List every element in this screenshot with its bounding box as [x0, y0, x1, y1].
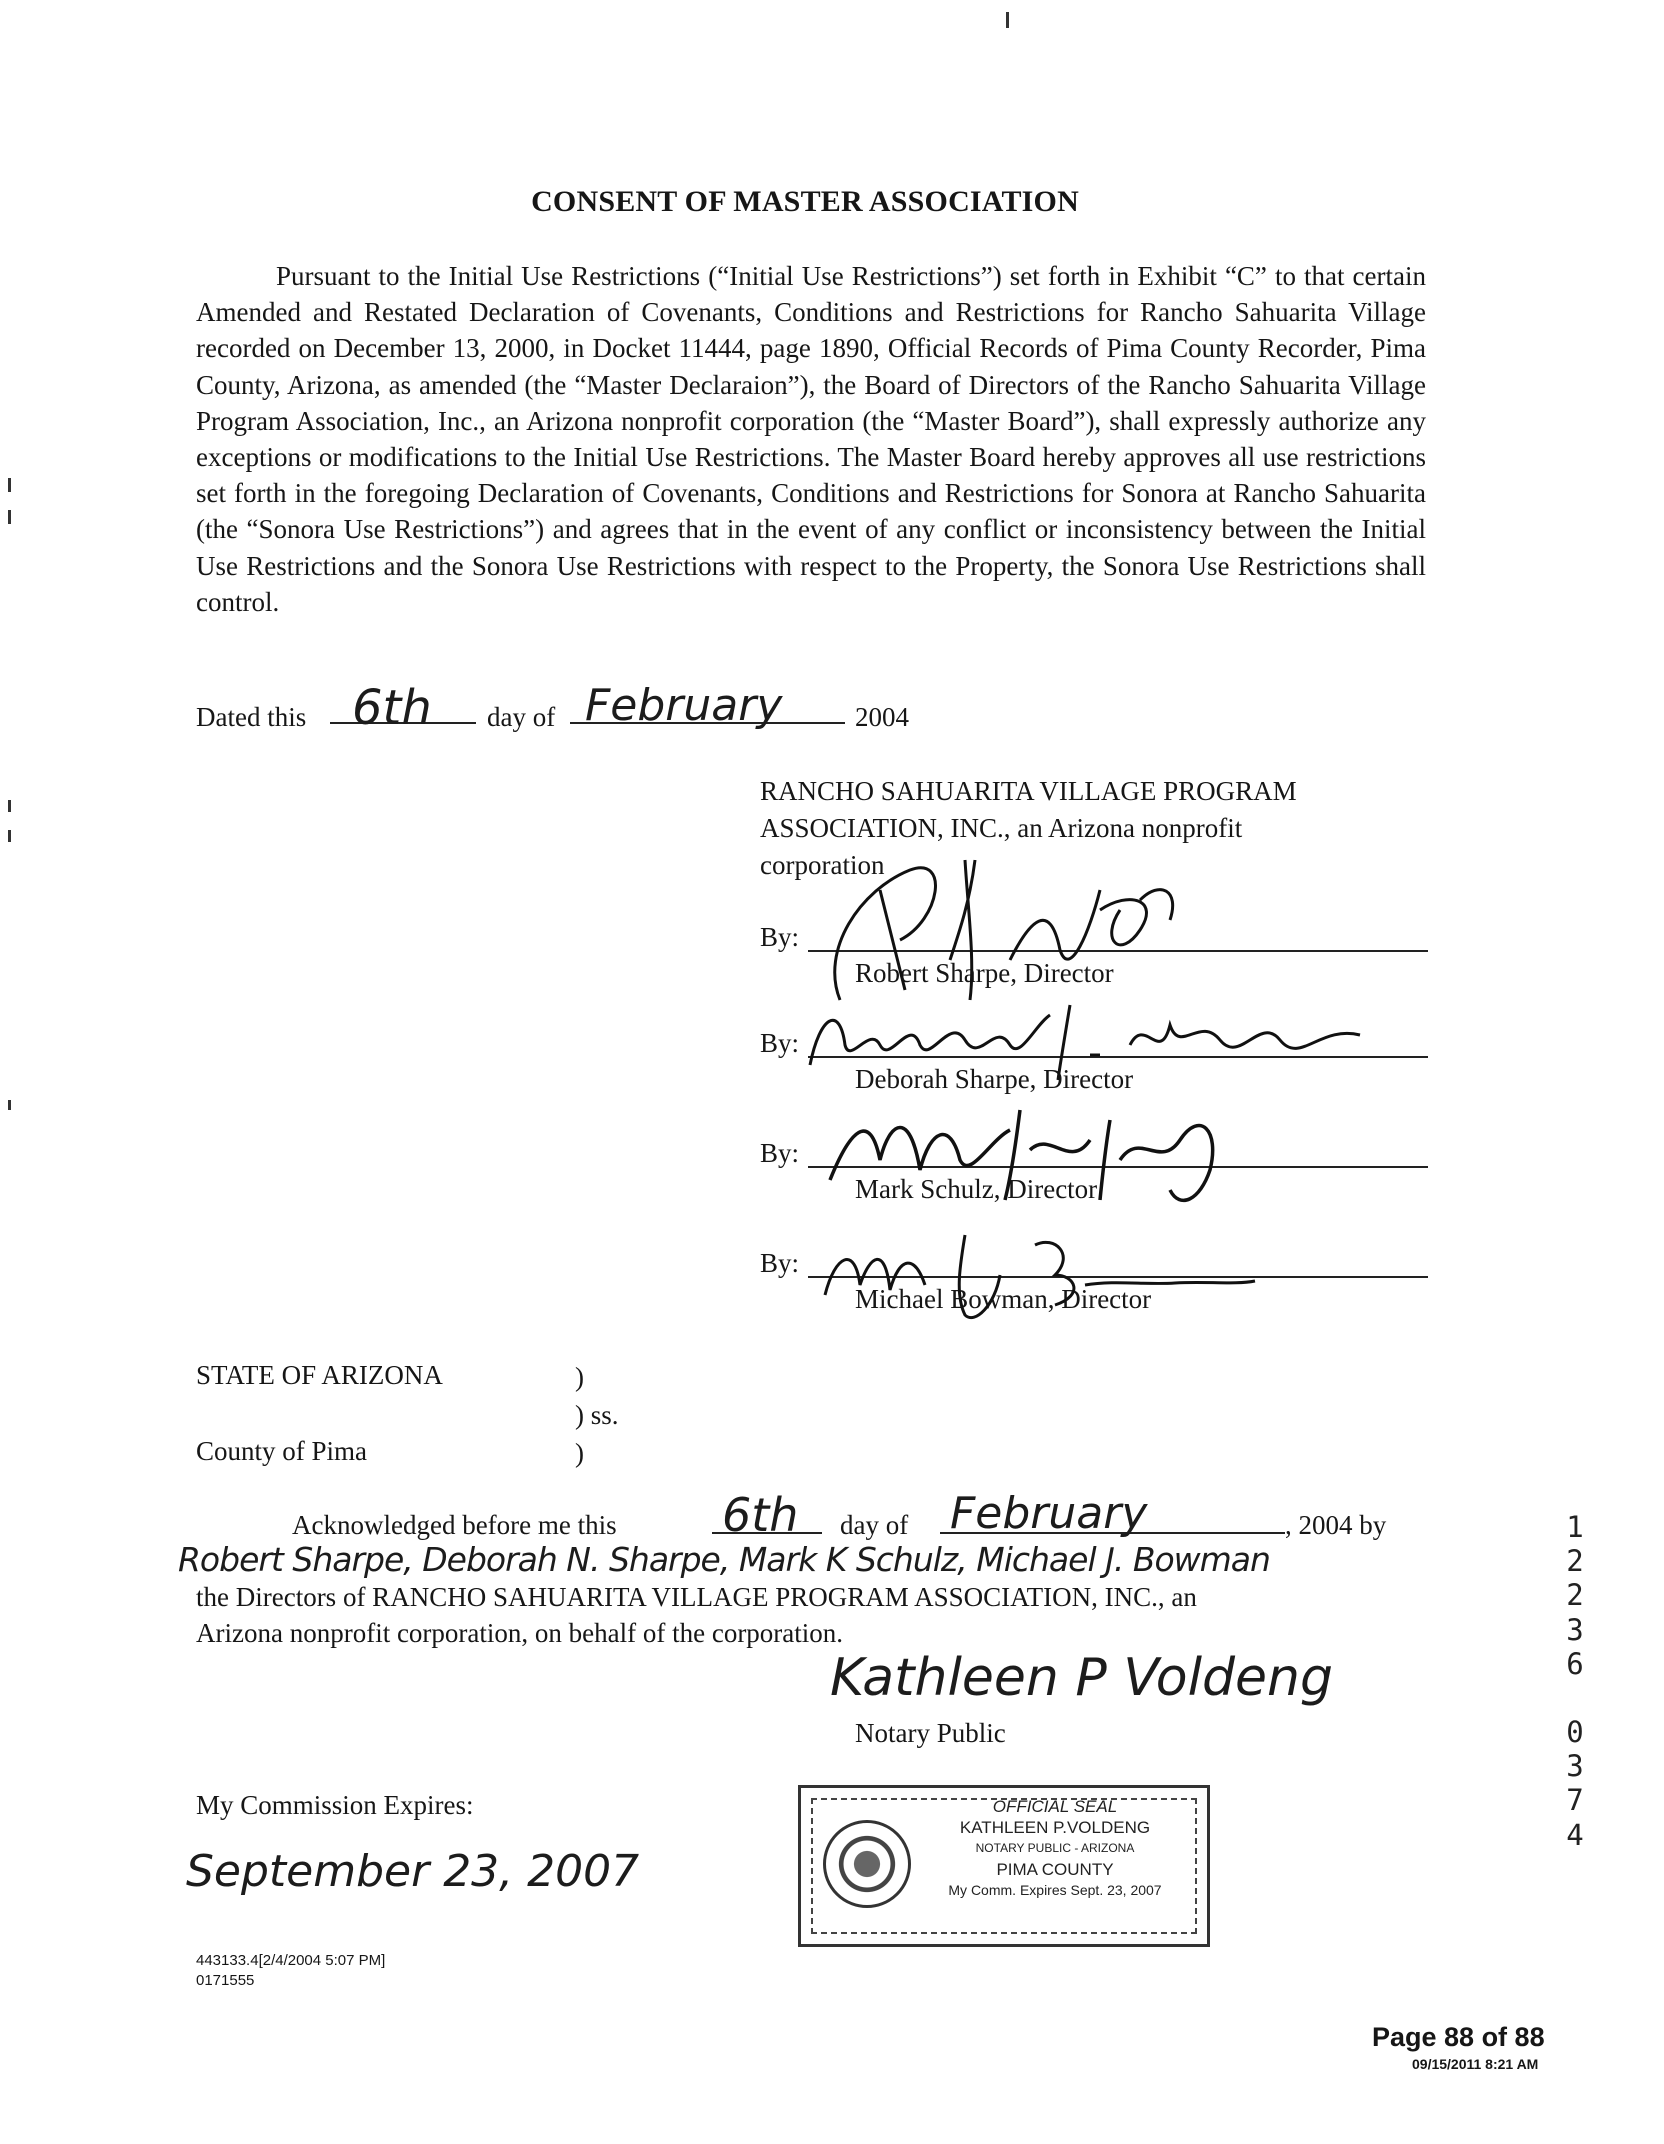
venue-ss: ) ss. — [575, 1400, 619, 1430]
recording-digit: 2 — [1566, 1578, 1584, 1613]
dated-day-handwritten: 6th — [352, 680, 432, 736]
venue-state: STATE OF ARIZONA — [196, 1360, 443, 1390]
ack-suffix: , 2004 by — [1285, 1510, 1387, 1540]
dated-mid: day of — [487, 702, 556, 732]
recording-digit: 6 — [1566, 1646, 1584, 1681]
signature-by-label: By: — [760, 1028, 800, 1058]
state-seal-emblem — [823, 1820, 911, 1908]
dated-prefix: Dated this — [196, 702, 307, 732]
recording-digit: 3 — [1566, 1612, 1584, 1647]
signer-name: Mark Schulz, Director — [855, 1174, 1098, 1204]
page-number: Page 88 of 88 — [1372, 2022, 1545, 2052]
signature-by-label: By: — [760, 922, 800, 952]
seal-line4: PIMA COUNTY — [996, 1860, 1114, 1879]
signature-by-label: By: — [760, 1248, 800, 1278]
recording-number — [1555, 1510, 1595, 1852]
recording-digit: 0 — [1566, 1715, 1584, 1750]
doc-ref-line2: 0171555 — [196, 1972, 255, 1989]
scan-mark — [8, 830, 11, 842]
venue-paren-1: ) — [575, 1362, 584, 1392]
ack-day-handwritten: 6th — [722, 1488, 799, 1542]
signature-mark-schulz — [820, 1090, 1260, 1220]
recording-digit: 3 — [1566, 1749, 1584, 1784]
ack-line3: Arizona nonprofit corporation, on behalf of the corporation. — [196, 1618, 844, 1648]
paragraph-text: Pursuant to the Initial Use Restrictions (“Initial Use Restrictions”) set forth in Exhibit “C” to that certain Amended and Restated Declaration of Covenants, Conditions and Restrictions for Rancho Sahuarita Village recorded on December 13, 2000, in Docket 11444, page 1890, Official Records of Pima County Recorder, Pima County, Arizona, as amended (the “Master Declaraion”), the Board of Directors of the Rancho Sahuarita Village Program Association, Inc., an Arizona nonprofit corporation (the “Master Board”), shall expressly authorize any exceptions or modifications to the Initial Use Restrictions. The Master Board hereby approves all use restrictions set forth in the foregoing Declaration of Covenants, Conditions and Restrictions for Sonora at Rancho Sahuarita (the “Sonora Use Restrictions”) and agrees that in the event of any conflict or inconsistency between the Initial Use Restrictions and the Sonora Use Restrictions with respect to the Property, the Sonora Use Restrictions shall control. — [196, 261, 1426, 617]
venue-paren-2: ) — [575, 1438, 584, 1468]
association-line1: RANCHO SAHUARITA VILLAGE PROGRAM — [760, 776, 1297, 806]
print-timestamp: 09/15/2011 8:21 AM — [1412, 2056, 1539, 2072]
association-line2: ASSOCIATION, INC., an Arizona nonprofit — [760, 813, 1243, 843]
venue-county: County of Pima — [196, 1436, 368, 1466]
body-paragraph — [196, 258, 1426, 620]
dated-month-handwritten: February — [585, 680, 783, 731]
scan-mark — [8, 1100, 11, 1110]
seal-line5: My Comm. Expires Sept. 23, 2007 — [948, 1882, 1162, 1898]
signature-by-label: By: — [760, 1138, 800, 1168]
recording-gap — [1555, 1681, 1595, 1715]
seal-text — [909, 1796, 1201, 1901]
seal-line1: OFFICIAL SEAL — [992, 1797, 1118, 1816]
notary-label: Notary Public — [855, 1718, 1006, 1748]
scan-mark — [8, 800, 11, 812]
official-seal-stamp — [798, 1785, 1210, 1947]
ack-prefix: Acknowledged before me this — [292, 1510, 617, 1540]
recording-digit: 7 — [1566, 1783, 1584, 1818]
signer-name: Robert Sharpe, Director — [855, 958, 1114, 988]
ack-month-handwritten: February — [950, 1488, 1148, 1539]
commission-label: My Commission Expires: — [196, 1790, 474, 1820]
scan-mark — [8, 478, 11, 492]
commission-date-handwritten: September 23, 2007 — [186, 1846, 640, 1897]
doc-ref-line1: 443133.4[2/4/2004 5:07 PM] — [196, 1952, 386, 1969]
ack-names-handwritten: Robert Sharpe, Deborah N. Sharpe, Mark K Schulz, Michael J. Bowman — [178, 1540, 1270, 1579]
document-title: CONSENT OF MASTER ASSOCIATION — [531, 185, 1079, 218]
seal-line2: KATHLEEN P.VOLDENG — [959, 1818, 1151, 1837]
ack-mid: day of — [840, 1510, 909, 1540]
notary-signature: Kathleen P Voldeng — [830, 1648, 1334, 1708]
signature-michael-bowman — [815, 1215, 1265, 1325]
dated-year: 2004 — [855, 702, 909, 732]
recording-digit: 4 — [1566, 1817, 1584, 1852]
signer-name: Deborah Sharpe, Director — [855, 1064, 1134, 1094]
ack-line2: the Directors of RANCHO SAHUARITA VILLAGE PROGRAM ASSOCIATION, INC., an — [196, 1582, 1197, 1612]
scan-mark — [1006, 12, 1009, 28]
association-line3: corporation — [760, 850, 885, 880]
scan-mark — [8, 510, 11, 524]
recording-digit: 1 — [1566, 1510, 1584, 1544]
signer-name: Michael Bowman, Director — [855, 1284, 1152, 1314]
signature-deborah-sharpe — [800, 985, 1380, 1085]
recording-digit: 2 — [1566, 1544, 1584, 1579]
seal-line3: NOTARY PUBLIC - ARIZONA — [975, 1841, 1135, 1855]
